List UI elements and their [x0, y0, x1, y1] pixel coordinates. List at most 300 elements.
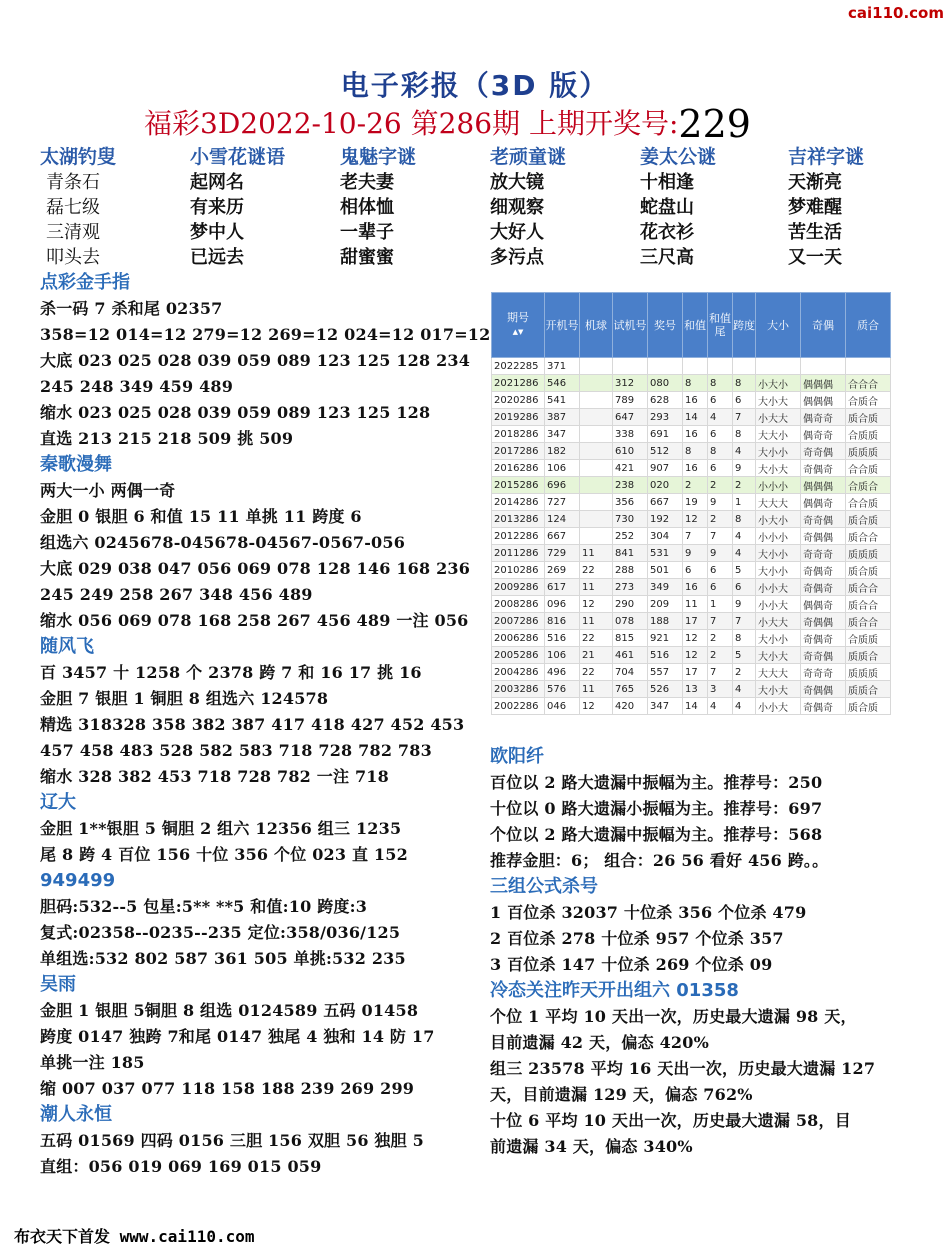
table-cell: 偶偶偶: [801, 392, 846, 409]
column-header-label: 开机号: [545, 318, 579, 332]
tip-line: 缩水 328 382 453 718 728 782 一注 718: [40, 767, 389, 786]
riddle-answer: 老夫妻: [340, 172, 394, 193]
table-row: [492, 545, 891, 562]
table-cell: 4: [708, 698, 733, 715]
tip-line: 245 249 258 267 348 456 489: [40, 585, 313, 604]
table-cell: 合质质: [846, 630, 891, 647]
riddle-answer: 一辈子: [340, 222, 394, 243]
table-cell: 106: [545, 460, 580, 477]
riddle-answer: 放大镜: [490, 172, 544, 193]
tip-line: 2 百位杀 278 十位杀 957 个位杀 357: [490, 929, 784, 948]
table-cell: 188: [648, 613, 683, 630]
table-cell: 合合质: [846, 494, 891, 511]
table-cell: [580, 443, 613, 460]
tip-block-author: 欧阳纤: [490, 746, 544, 767]
column-header: [613, 293, 648, 358]
tip-block-author: 秦歌漫舞: [40, 454, 112, 475]
table-row: [492, 494, 891, 511]
table-cell: 020: [648, 477, 683, 494]
table-cell: 大小大: [756, 681, 801, 698]
table-cell: 2005286: [492, 647, 545, 664]
table-cell: 512: [648, 443, 683, 460]
issue-info: 福彩3D2022-10-26 第286期 上期开奖号:: [144, 107, 679, 140]
table-row: [492, 358, 891, 375]
table-cell: 大小小: [756, 443, 801, 460]
table-cell: 696: [545, 477, 580, 494]
table-cell: 17: [683, 613, 708, 630]
riddle-answer: 梦中人: [190, 222, 244, 243]
table-cell: 12: [580, 596, 613, 613]
table-cell: 4: [733, 681, 756, 698]
table-row: [492, 698, 891, 715]
table-cell: 大大大: [756, 494, 801, 511]
table-cell: 8: [733, 426, 756, 443]
tip-line: 跨度 0147 独跨 7和尾 0147 独尾 4 独和 14 防 17: [40, 1027, 435, 1046]
table-cell: 096: [545, 596, 580, 613]
table-cell: 大小大: [756, 460, 801, 477]
riddle-answer: 磊七级: [46, 197, 100, 218]
table-cell: 偶奇奇: [801, 426, 846, 443]
table-row: [492, 613, 891, 630]
table-cell: 2010286: [492, 562, 545, 579]
tip-line: 金胆 1 银胆 5铜胆 8 组选 0124589 五码 01458: [40, 1001, 419, 1020]
table-cell: 2: [708, 511, 733, 528]
table-cell: [733, 358, 756, 375]
table-cell: 2013286: [492, 511, 545, 528]
tip-block-author: 三组公式杀号: [490, 876, 598, 897]
riddle-column: [340, 142, 490, 270]
table-cell: 2021286: [492, 375, 545, 392]
tip-line: 缩水 056 069 078 168 258 267 456 489 一注 056: [40, 611, 469, 630]
column-header: [648, 293, 683, 358]
table-cell: 小小小: [756, 528, 801, 545]
table-cell: [580, 426, 613, 443]
table-cell: 奇偶偶: [801, 681, 846, 698]
table-cell: 080: [648, 375, 683, 392]
table-cell: 557: [648, 664, 683, 681]
table-cell: 6: [708, 579, 733, 596]
table-cell: 奇偶奇: [801, 698, 846, 715]
riddle-answer: 甜蜜蜜: [340, 247, 394, 268]
table-cell: 182: [545, 443, 580, 460]
table-cell: [580, 494, 613, 511]
table-cell: 312: [613, 375, 648, 392]
table-cell: 19: [683, 494, 708, 511]
footer-credit: 布衣天下首发 www.cai110.com: [14, 1227, 255, 1246]
table-cell: 大小大: [756, 647, 801, 664]
table-cell: 765: [613, 681, 648, 698]
table-cell: 907: [648, 460, 683, 477]
table-cell: 8: [733, 511, 756, 528]
table-cell: 奇偶偶: [801, 528, 846, 545]
table-cell: 420: [613, 698, 648, 715]
table-cell: 8: [733, 630, 756, 647]
table-cell: [580, 460, 613, 477]
column-header-label: 机球: [585, 318, 607, 332]
table-cell: 偶奇奇: [801, 409, 846, 426]
table-cell: 421: [613, 460, 648, 477]
tip-line: 组三 23578 平均 16 天出一次，历史最大遗漏 127: [490, 1059, 876, 1078]
table-cell: 9: [733, 596, 756, 613]
tip-line: 个位 1 平均 10 天出一次，历史最大遗漏 98 天，: [490, 1007, 857, 1026]
table-cell: 6: [683, 562, 708, 579]
tip-block: [40, 452, 480, 634]
table-cell: 奇奇奇: [801, 545, 846, 562]
table-cell: 7: [733, 409, 756, 426]
table-row: [492, 409, 891, 426]
tip-block-author: 949499: [40, 870, 116, 891]
last-draw-number: 229: [678, 102, 751, 146]
table-cell: [613, 358, 648, 375]
table-cell: 6: [708, 460, 733, 477]
table-cell: [580, 477, 613, 494]
tip-block: [40, 634, 480, 790]
table-cell: [846, 358, 891, 375]
table-cell: [580, 392, 613, 409]
table-cell: 22: [580, 664, 613, 681]
riddle-answer: 十相逢: [640, 172, 694, 193]
table-cell: 729: [545, 545, 580, 562]
table-cell: 9: [708, 545, 733, 562]
column-header: [801, 293, 846, 358]
table-cell: 小大小: [756, 511, 801, 528]
table-cell: 22: [580, 630, 613, 647]
column-header: [683, 293, 708, 358]
table-cell: 2009286: [492, 579, 545, 596]
table-cell: 2019286: [492, 409, 545, 426]
table-row: [492, 630, 891, 647]
table-cell: 质质合: [846, 647, 891, 664]
table-row: [492, 596, 891, 613]
table-cell: 3: [708, 681, 733, 698]
table-cell: 371: [545, 358, 580, 375]
table-cell: 12: [683, 511, 708, 528]
riddle-column: [490, 142, 640, 270]
table-cell: 816: [545, 613, 580, 630]
tip-line: 组选六 0245678-045678-04567-0567-056: [40, 533, 406, 552]
table-cell: 大小小: [756, 562, 801, 579]
table-cell: [683, 358, 708, 375]
tip-line: 457 458 483 528 582 583 718 728 782 783: [40, 741, 432, 760]
tip-line: 推荐金胆：6； 组合：26 56 看好 456 跨。。: [490, 851, 829, 870]
issue-line: [144, 102, 751, 146]
table-cell: 奇奇偶: [801, 511, 846, 528]
table-row: [492, 375, 891, 392]
table-cell: 8: [708, 375, 733, 392]
riddle-column: [788, 142, 938, 270]
table-cell: 667: [545, 528, 580, 545]
table-cell: 质合质: [846, 698, 891, 715]
tip-block: [40, 972, 480, 1102]
tip-block-author: 吴雨: [40, 974, 76, 995]
riddle-column-title: 太湖钓叟: [40, 146, 117, 168]
tip-block-author: 冷态关注昨天开出组六 01358: [490, 980, 739, 1001]
table-cell: 2020286: [492, 392, 545, 409]
site-watermark: cai110.com: [848, 4, 944, 22]
column-header: [580, 293, 613, 358]
riddle-answer: 相体恤: [340, 197, 394, 218]
table-cell: 2012286: [492, 528, 545, 545]
table-cell: 质合合: [846, 579, 891, 596]
column-header: [492, 293, 545, 358]
table-cell: 4: [733, 528, 756, 545]
table-cell: 7: [683, 528, 708, 545]
table-cell: 727: [545, 494, 580, 511]
table-cell: 628: [648, 392, 683, 409]
tip-line: 大底 023 025 028 039 059 089 123 125 128 234: [40, 351, 471, 370]
table-row: [492, 477, 891, 494]
tip-line: 尾 8 跨 4 百位 156 十位 356 个位 023 直 152: [40, 845, 408, 864]
tip-line: 百 3457 十 1258 个 2378 跨 7 和 16 17 挑 16: [40, 663, 422, 682]
riddle-answer: 青条石: [46, 172, 100, 193]
table-cell: 046: [545, 698, 580, 715]
table-cell: 290: [613, 596, 648, 613]
table-cell: 209: [648, 596, 683, 613]
tip-block: [40, 790, 480, 868]
table-cell: 11: [580, 681, 613, 698]
tip-line: 天，目前遗漏 129 天，偏态 762%: [490, 1085, 753, 1104]
table-cell: 6: [708, 392, 733, 409]
table-cell: 8: [708, 443, 733, 460]
table-cell: 6: [708, 426, 733, 443]
table-cell: 704: [613, 664, 648, 681]
table-cell: 质合合: [846, 613, 891, 630]
tip-block-author: 潮人永恒: [40, 1104, 112, 1125]
table-cell: 8: [683, 375, 708, 392]
tip-line: 前遗漏 34 天，偏态 340%: [490, 1137, 693, 1156]
riddle-answer: 大好人: [490, 222, 544, 243]
table-cell: 质合合: [846, 596, 891, 613]
table-cell: 16: [683, 460, 708, 477]
tip-block-author: 随风飞: [40, 636, 94, 657]
table-cell: 14: [683, 409, 708, 426]
table-cell: 124: [545, 511, 580, 528]
riddle-answer: 花衣衫: [640, 222, 694, 243]
table-cell: 合质合: [846, 392, 891, 409]
table-cell: 546: [545, 375, 580, 392]
table-cell: [580, 409, 613, 426]
table-cell: 789: [613, 392, 648, 409]
tip-line: 358=12 014=12 279=12 269=12 024=12 017=12: [40, 325, 491, 344]
riddle-answer: 三清观: [46, 222, 100, 243]
column-header-label: 试机号: [613, 318, 647, 332]
table-cell: 293: [648, 409, 683, 426]
table-cell: 大大大: [756, 664, 801, 681]
tip-line: 十位 6 平均 10 天出一次，历史最大遗漏 58，目: [490, 1111, 851, 1130]
tip-block: [40, 270, 491, 452]
table-cell: 4: [733, 698, 756, 715]
table-cell: 奇偶偶: [801, 613, 846, 630]
riddle-answer: 又一天: [788, 247, 842, 268]
column-header-label: 奖号: [654, 318, 676, 332]
tip-line: 金胆 1**银胆 5 铜胆 2 组六 12356 组三 1235: [40, 819, 402, 838]
table-cell: 2017286: [492, 443, 545, 460]
table-cell: 516: [545, 630, 580, 647]
tip-line: 245 248 349 459 489: [40, 377, 234, 396]
tip-line: 直选 213 215 218 509 挑 509: [40, 429, 294, 448]
tip-line: 百位以 2 路大遗漏中振幅为主。推荐号：250: [490, 773, 823, 792]
tip-line: 目前遗漏 42 天，偏态 420%: [490, 1033, 709, 1052]
table-cell: 质质质: [846, 664, 891, 681]
table-cell: 730: [613, 511, 648, 528]
table-row: [492, 579, 891, 596]
riddle-column: [40, 142, 190, 270]
left-column: [40, 270, 491, 1180]
table-cell: 356: [613, 494, 648, 511]
table-cell: 647: [613, 409, 648, 426]
table-cell: 2: [708, 647, 733, 664]
table-cell: 2: [708, 630, 733, 647]
table-cell: 奇偶奇: [801, 562, 846, 579]
table-cell: 8: [733, 375, 756, 392]
table-cell: 516: [648, 647, 683, 664]
table-cell: 338: [613, 426, 648, 443]
table-cell: [801, 358, 846, 375]
riddle-column: [640, 142, 790, 270]
table-cell: 9: [708, 494, 733, 511]
table-cell: 2018286: [492, 426, 545, 443]
table-cell: 815: [613, 630, 648, 647]
column-header: [545, 293, 580, 358]
table-cell: 7: [708, 664, 733, 681]
table-cell: 2014286: [492, 494, 545, 511]
page-title: 电子彩报（3D 版）: [340, 69, 610, 102]
column-header-label: 质合: [857, 318, 879, 332]
table-cell: 541: [545, 392, 580, 409]
table-cell: 617: [545, 579, 580, 596]
history-table: [491, 292, 891, 715]
table-cell: 奇偶奇: [801, 579, 846, 596]
table-cell: 501: [648, 562, 683, 579]
table-cell: 质质质: [846, 443, 891, 460]
table-row: [492, 681, 891, 698]
table-cell: 合合质: [846, 460, 891, 477]
table-cell: 6: [733, 392, 756, 409]
riddle-column-title: 姜太公谜: [640, 146, 717, 168]
tip-line: 个位以 2 路大遗漏中振幅为主。推荐号：568: [490, 825, 823, 844]
table-cell: 小小大: [756, 596, 801, 613]
riddle-column-title: 老顽童谜: [490, 146, 567, 168]
table-cell: 16: [683, 579, 708, 596]
table-cell: 偶偶奇: [801, 494, 846, 511]
sort-icon: ▲▼: [512, 328, 524, 336]
column-header-label: 和值尾: [709, 312, 731, 338]
table-cell: [708, 358, 733, 375]
table-cell: 14: [683, 698, 708, 715]
table-cell: 小小大: [756, 698, 801, 715]
riddle-answer: 已远去: [190, 247, 244, 268]
table-cell: 841: [613, 545, 648, 562]
riddle-answer: 三尺高: [640, 247, 694, 268]
table-cell: 小大大: [756, 409, 801, 426]
tip-line: 单挑一注 185: [40, 1053, 145, 1072]
table-cell: 质合质: [846, 562, 891, 579]
riddle-answer: 多污点: [490, 247, 544, 268]
table-cell: 461: [613, 647, 648, 664]
table-cell: 合质质: [846, 426, 891, 443]
table-cell: 273: [613, 579, 648, 596]
table-cell: 21: [580, 647, 613, 664]
table-cell: 大小大: [756, 392, 801, 409]
riddle-answer: 细观察: [490, 197, 544, 218]
table-cell: [580, 375, 613, 392]
tip-block-author: 点彩金手指: [40, 272, 130, 293]
table-cell: 238: [613, 477, 648, 494]
table-cell: 质合质: [846, 409, 891, 426]
column-header: [733, 293, 756, 358]
riddle-answer: 梦难醒: [788, 197, 842, 218]
tip-line: 缩水 023 025 028 039 059 089 123 125 128: [40, 403, 431, 422]
table-cell: 106: [545, 647, 580, 664]
table-cell: 2: [683, 477, 708, 494]
table-cell: 2003286: [492, 681, 545, 698]
tip-line: 两大一小 两偶一奇: [40, 481, 176, 500]
table-cell: 1: [733, 494, 756, 511]
tip-line: 精选 318328 358 382 387 417 418 427 452 453: [40, 715, 465, 734]
table-cell: 9: [733, 460, 756, 477]
table-row: [492, 562, 891, 579]
table-cell: 7: [708, 613, 733, 630]
table-cell: 526: [648, 681, 683, 698]
tip-line: 五码 01569 四码 0156 三胆 156 双胆 56 独胆 5: [40, 1131, 424, 1150]
table-cell: 2022285: [492, 358, 545, 375]
table-cell: 奇奇偶: [801, 647, 846, 664]
table-cell: 304: [648, 528, 683, 545]
tip-line: 金胆 7 银胆 1 铜胆 8 组选六 124578: [40, 689, 329, 708]
table-cell: 大小小: [756, 630, 801, 647]
table-cell: 496: [545, 664, 580, 681]
table-cell: 偶偶偶: [801, 375, 846, 392]
table-cell: 11: [580, 579, 613, 596]
table-cell: 2: [733, 477, 756, 494]
table-cell: 4: [708, 409, 733, 426]
table-cell: 12: [683, 647, 708, 664]
table-row: [492, 511, 891, 528]
table-cell: 288: [613, 562, 648, 579]
table-cell: 252: [613, 528, 648, 545]
table-cell: 8: [683, 443, 708, 460]
table-cell: 质质质: [846, 545, 891, 562]
table-cell: 16: [683, 426, 708, 443]
riddle-answer: 苦生活: [788, 222, 842, 243]
table-cell: 2008286: [492, 596, 545, 613]
table-cell: 大大小: [756, 426, 801, 443]
tip-line: 胆码:532--5 包星:5** **5 和值:10 跨度:3: [40, 897, 368, 916]
table-cell: 5: [733, 647, 756, 664]
history-table-body: [492, 358, 891, 715]
table-cell: 奇奇奇: [801, 664, 846, 681]
table-cell: 质合质: [846, 511, 891, 528]
table-cell: 531: [648, 545, 683, 562]
riddle-column-title: 吉祥字谜: [788, 146, 865, 168]
table-cell: 12: [683, 630, 708, 647]
table-cell: [580, 511, 613, 528]
table-row: [492, 460, 891, 477]
table-cell: 6: [708, 562, 733, 579]
table-cell: 5: [733, 562, 756, 579]
table-cell: 合质合: [846, 477, 891, 494]
column-header: [708, 293, 733, 358]
tip-line: 金胆 0 银胆 6 和值 15 11 单挑 11 跨度 6: [40, 507, 362, 526]
table-cell: 7: [733, 613, 756, 630]
table-cell: 13: [683, 681, 708, 698]
table-cell: 347: [545, 426, 580, 443]
table-cell: 4: [733, 545, 756, 562]
table-cell: 2: [708, 477, 733, 494]
table-row: [492, 426, 891, 443]
tip-block: [490, 874, 940, 978]
table-row: [492, 664, 891, 681]
